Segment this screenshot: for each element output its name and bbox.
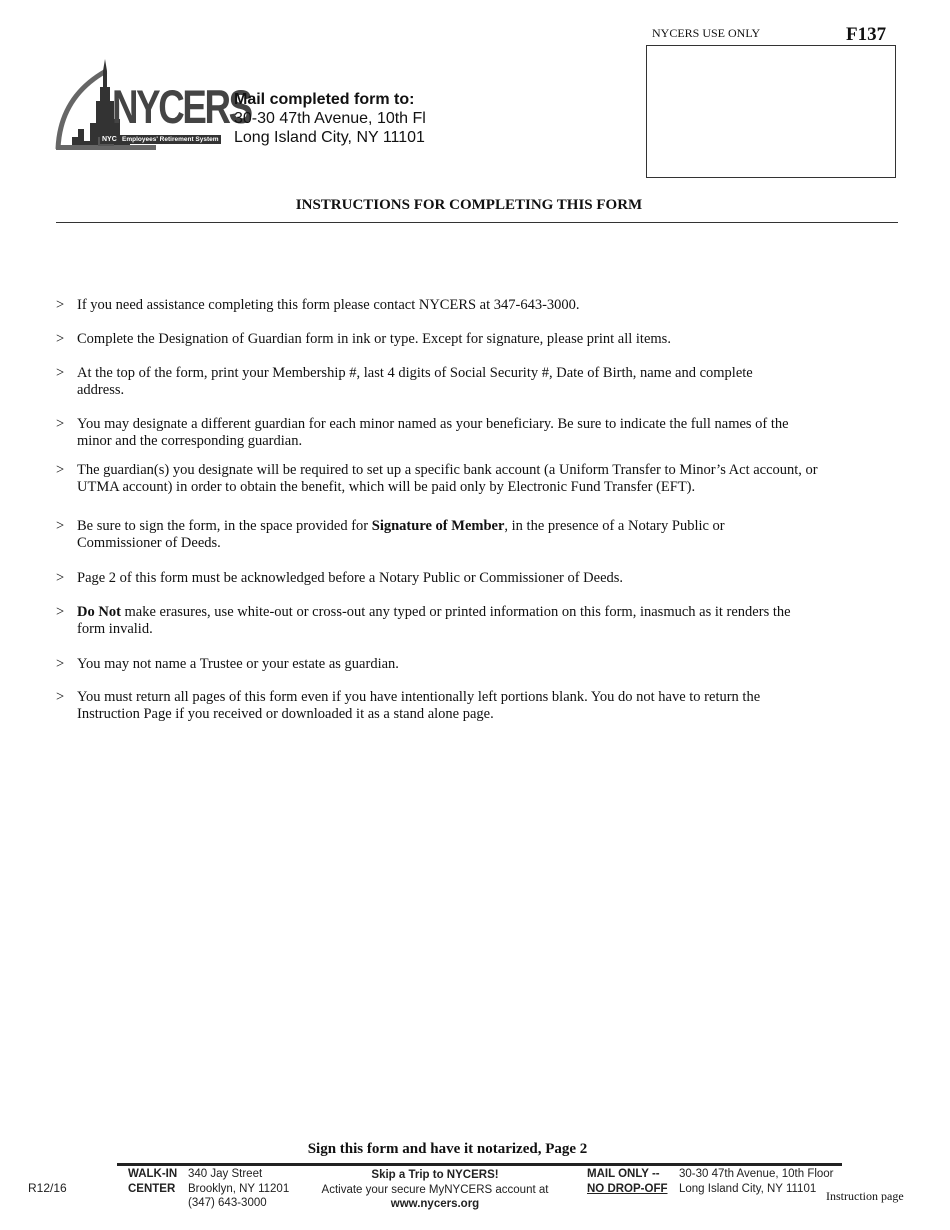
instruction-text [77, 518, 796, 552]
mail-to-block [234, 90, 426, 147]
instruction-text: You may designate a different guardian for each minor named as your beneficiary. Be sure to indicate the full names of the minor and the corresponding guardian. [77, 416, 789, 449]
walkin-address-line2: Brooklyn, NY 11201 [188, 1182, 290, 1195]
instructions-title: INSTRUCTIONS FOR COMPLETING THIS FORM [295, 197, 643, 213]
promo-line: Activate your secure MyNYCERS account at [321, 1183, 549, 1196]
walkin-phone: (347) 643-3000 [188, 1197, 267, 1209]
use-only-label: NYCERS USE ONLY [652, 26, 761, 40]
mail-to-heading: Mail completed form to: [234, 91, 415, 108]
title-divider [56, 222, 898, 223]
instruction-text: At the top of the form, print your Membership #, last 4 digits of Social Security #, Date of Birth, name and complete address. [77, 365, 753, 398]
promo-block [310, 1168, 560, 1212]
promo-url-link[interactable]: www.nycers.org [390, 1198, 480, 1210]
footer-divider [117, 1163, 842, 1166]
mail-only-line1: MAIL ONLY -- [587, 1168, 660, 1180]
instruction-text: If you need assistance completing this form please contact NYCERS at 347-643-3000. [77, 297, 580, 313]
instruction-text: You must return all pages of this form even if you have intentionally left portions blank. You do not have to return the Instruction Page if you received or downloaded it as a stand alone page. [77, 689, 761, 722]
instruction-text: The guardian(s) you designate will be required to set up a specific bank account (a Uniform Transfer to Minor’s Act account, or UTMA account) in order to obtain the benefit, which will be paid only by Electronic Fund Transfer (EFT). [77, 462, 818, 495]
instruction-text-post: make erasures, use white-out or cross-out any typed or printed information on this form, inasmuch as it renders the form invalid. [77, 604, 791, 637]
mail-only-address [679, 1167, 834, 1196]
bullet-marker: > [56, 518, 65, 534]
bullet-marker: > [56, 689, 65, 705]
form-number: F137 [846, 24, 887, 45]
bullet-marker: > [56, 462, 65, 478]
walkin-address [188, 1167, 289, 1211]
bullet-marker: > [56, 570, 65, 586]
page-label: Instruction page [826, 1189, 904, 1203]
logo-tagline: Employees' Retirement System [122, 136, 219, 143]
logo-wordmark: NYCERS [112, 80, 251, 133]
walkin-address-line1: 340 Jay Street [188, 1168, 263, 1180]
instruction-text: You may not name a Trustee or your estate as guardian. [77, 656, 399, 672]
bullet-marker: > [56, 656, 65, 672]
bullet-marker: > [56, 416, 65, 432]
walkin-label-line2: CENTER [128, 1182, 176, 1195]
walkin-label [128, 1167, 177, 1196]
bullet-marker: > [56, 365, 65, 381]
bullet-marker: > [56, 604, 65, 620]
walkin-label-line1: WALK-IN [128, 1168, 178, 1180]
mail-only-label [587, 1167, 668, 1196]
instruction-emphasis: Do Not [77, 604, 121, 620]
mail-to-line2: Long Island City, NY 11101 [234, 129, 425, 146]
revision-code: R12/16 [28, 1181, 67, 1195]
mail-only-line2: NO DROP-OFF [587, 1182, 668, 1195]
bullet-marker: > [56, 297, 65, 313]
mail-only-address-line1: 30-30 47th Avenue, 10th Floor [679, 1168, 834, 1180]
instruction-text [77, 604, 796, 638]
nycers-logo [54, 57, 251, 152]
mail-only-address-line2: Long Island City, NY 11101 [679, 1182, 817, 1195]
promo-title: Skip a Trip to NYCERS! [371, 1169, 499, 1181]
use-only-box [646, 45, 896, 178]
instruction-text-pre: Be sure to sign the form, in the space provided for [77, 518, 372, 534]
mail-to-line1: 30-30 47th Avenue, 10th Fl [234, 110, 426, 127]
instruction-text: Page 2 of this form must be acknowledged before a Notary Public or Commissioner of Deeds. [77, 570, 624, 586]
instruction-text-post: , in the presence of a Notary Public or Commissioner of Deeds. [77, 518, 725, 551]
logo-badge: NYC [102, 136, 117, 143]
instruction-emphasis: Signature of Member [371, 518, 505, 534]
footer-title: Sign this form and have it notarized, Page 2 [307, 1141, 588, 1157]
instruction-text: Complete the Designation of Guardian form in ink or type. Except for signature, please print all items. [77, 331, 671, 347]
bullet-marker: > [56, 331, 65, 347]
